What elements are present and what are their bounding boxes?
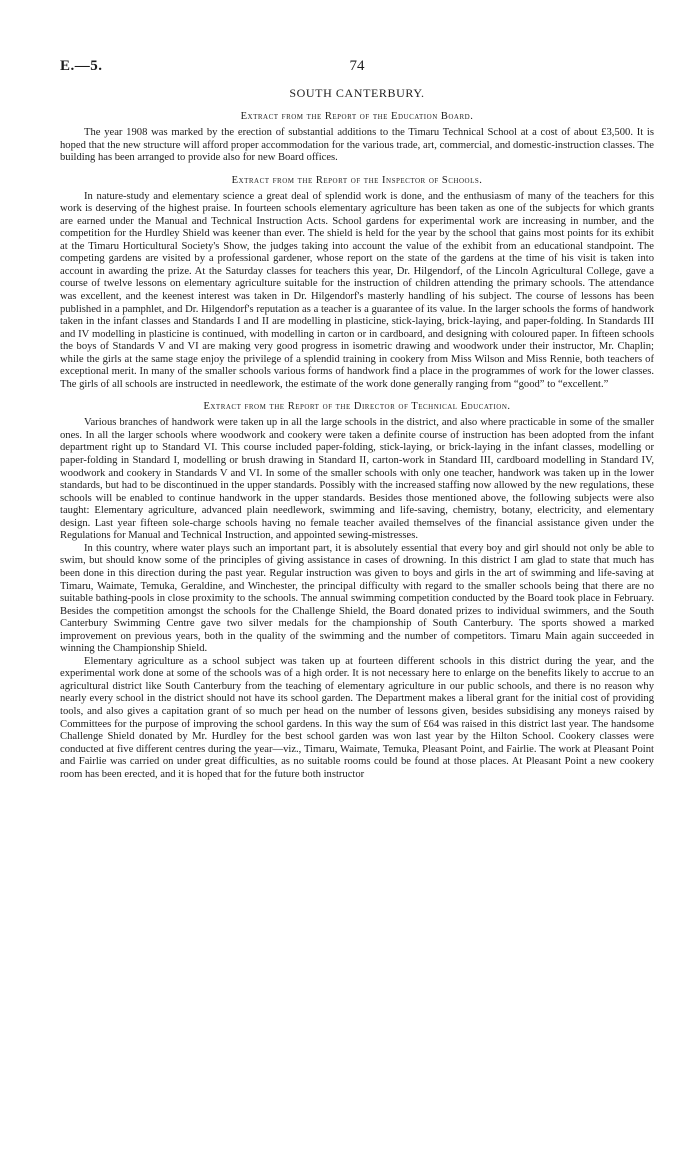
section-education-board [60, 111, 654, 165]
page-header [60, 58, 654, 80]
section-heading: Extract from the Report of the Inspector of Schools. [231, 174, 483, 186]
section-heading: Extract from the Report of the Education Board. [240, 111, 474, 122]
paragraph: The year 1908 was marked by the erection of substantial additions to the Timaru Technical School at a cost of about £3,500. It is hoped that the new structure will afford proper accommodation for the various trade, art, commercial, and domestic-instruction classes. The building has been arranged to provide also for new Board offices. [60, 127, 654, 164]
section-inspector-of-schools [60, 175, 654, 392]
paragraph: Elementary agriculture as a school subject was taken up at fourteen different schools in this district during the year, and the experimental work done at some of the schools was of a high order. It is not necessary here to enlarge on the benefits likely to accrue to an agricultural district like South Canterbury from the teaching of elementary agriculture in our public schools, and there is no reason why nearly every school in the district should not have its school garden. The Department makes a liberal grant for the initial cost of providing tools, and also gives a capitation grant of so much per head on the number of lessons given, besides subsidising any moneys raised by Committees for the purpose of improving the school gardens. In this way the sum of £64 was raised in this district last year. The handsome Challenge Shield donated by Mr. Hurdley for the best school garden was won last year by the Hilton School. Cookery classes were conducted at five different centres during the year—viz., Timaru, Waimate, Temuka, Pleasant Point, and Fairlie. The work at Pleasant Point and Fairlie was carried on under great difficulties, as no suitable rooms could be found at those places. At Pleasant Point a new cookery room has been erected, and it is hoped that for the future both instructor [60, 655, 654, 780]
section-director-technical-education [60, 401, 654, 781]
document-page [60, 58, 654, 781]
section-heading: Extract from the Report of the Director of Technical Education. [203, 401, 511, 413]
paragraph: In this country, where water plays such an important part, it is absolutely essential that every boy and girl should not only be able to swim, but should know some of the principles of giving assistance in cases of drowning. In this district I am glad to state that much has been done in this direction during the past year. Regular instruction was given to boys and girls in the art of swimming and life-saving at Timaru, Waimate, Temuka, Geraldine, and Winchester, the principal difficulty with regard to the smaller schools being that there are no suitable bathing-pools in close proximity to the schools. The annual swimming competition conducted by the Board took place in February. Besides the competition amongst the schools for the Challenge Shield, the Board donated prizes to individual swimmers, and the South Canterbury Swimming Centre gave two silver medals for the championship of South Canterbury. The sports showed a marked improvement on previous years, both in the quality of the swimming and the number of competitors. Timaru Main again succeeded in winning the Championship Shield. [60, 542, 654, 655]
series-reference: E.—5. [60, 58, 103, 74]
paragraph: In nature-study and elementary science a great deal of splendid work is done, and the enthusiasm of many of the teachers for this work is deserving of the highest praise. In fourteen schools elementary agriculture has been taken as one of the subjects for which grants are earned under the Manual and Technical Instruction Acts. School gardens for experimental work are increasing in number, and the competition for the Hurdley Shield was keener than ever. The shield is held for the year by the school that gains most points for its exhibit at the Timaru Horticultural Society's Show, the judges taking into account the value of the exhibit from an educational standpoint. The competing gardens are visited by a professional gardener, whose report on the state of the gardens at the time of his visit is taken into account in awarding the prize. At the Saturday classes for teachers this year, Dr. Hilgendorf, of the Lincoln Agricultural College, gave a course of twelve lessons on elementary agriculture suitable for the instruction of children attending the primary schools. The attendance was excellent, and the keenest interest was taken in Dr. Hilgendorf's masterly handling of his subject. The course of lessons has been published in a pamphlet, and Dr. Hilgendorf's reputation as a teacher is a guarantee of its value. In the larger schools the forms of handwork taken in the infant classes and Standards I and II are modelling in plasticine, stick-laying, brick-laying, and paper-folding. In Standards III and IV modelling in plasticine is continued, with modelling in carton or in cardboard, and designing with coloured paper. In fifteen schools the boys of Standards V and VI are making very good progress in isometric drawing and woodwork under their instructor, Mr. Chaplin; while the girls at the same stage enjoy the privilege of a splendid training in cookery from Miss Wilson and Miss Rennie, both teachers of exceptional merit. In many of the smaller schools various forms of handwork find a place in the programmes of work for the lower classes. The girls of all schools are instructed in needlework, the estimate of the work done generally ranging from “good” to “excellent.” [60, 190, 654, 390]
region-title: SOUTH CANTERBURY. [289, 86, 425, 100]
page-number: 74 [349, 58, 365, 74]
paragraph: Various branches of handwork were taken up in all the large schools in the district, and also where practicable in some of the smaller ones. In all the larger schools where woodwork and cookery were taken a definite course of instruction has been adopted from the infant department right up to Standard VI. This course included paper-folding, stick-laying, or brick-laying in the infant classes, modelling or paper-folding in Standard I, modelling or brush drawing in Standard II, carton-work in Standard III, cardboard modelling in Standard IV, woodwork and cookery in Standards V and VI. In some of the smaller schools with only one teacher, handwork was taken up in the lower standards, but had to be discontinued in the upper standards. Possibly with the increased staffing now allowed by the new regulations, these schools will be enabled to continue handwork in the upper standards. Besides those mentioned above, the following subjects were also taught: Elementary agriculture, advanced plain needlework, swimming and life-saving, chemistry, botany, electricity, and elementary design. Last year fifteen sole-charge schools having no female teacher availed themselves of the financial assistance given under the Regulations for Manual and Technical Instruction, and appointed sewing-mistresses. [60, 417, 654, 542]
